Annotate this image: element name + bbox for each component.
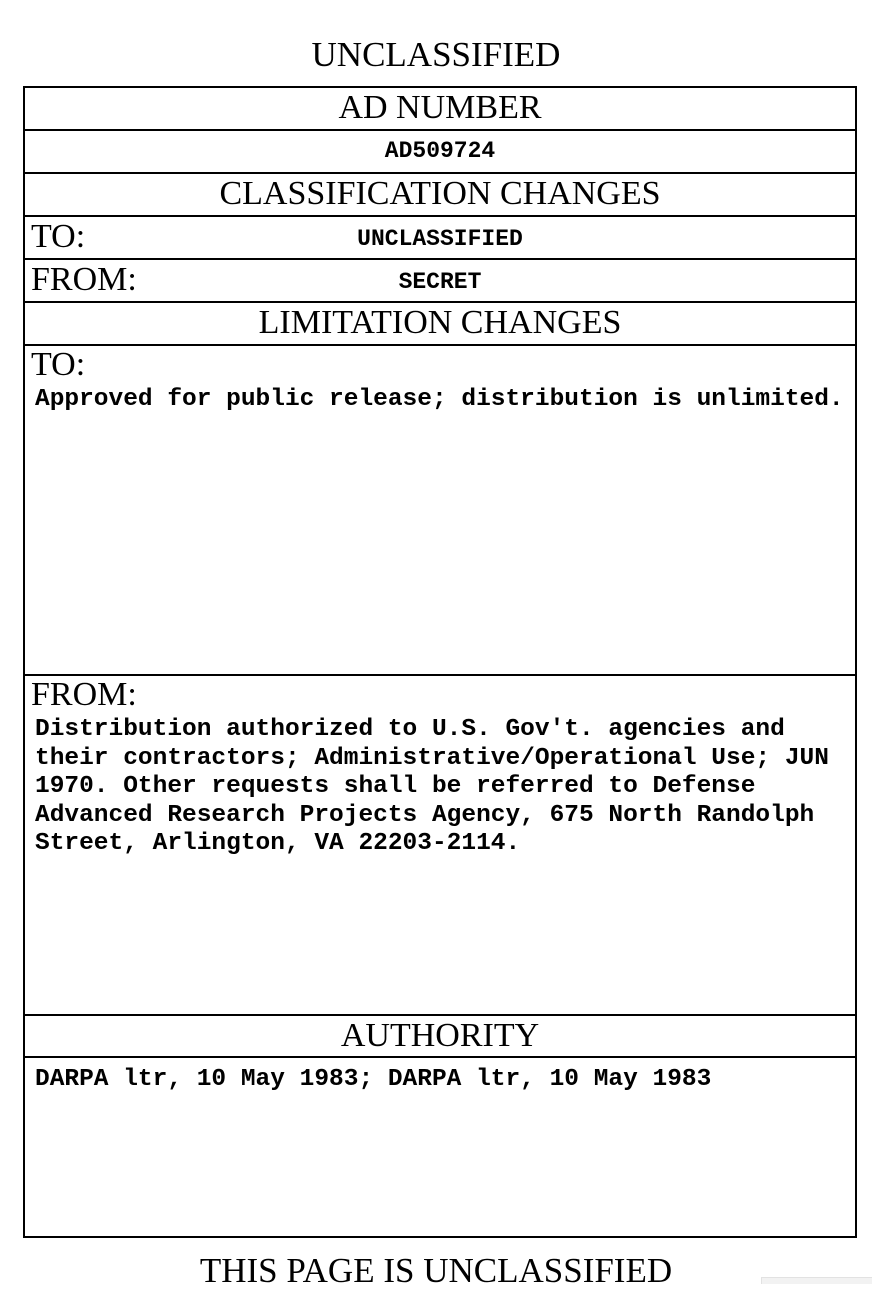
classification-from-row xyxy=(25,260,855,303)
authority-text: DARPA ltr, 10 May 1983; DARPA ltr, 10 May 1983 xyxy=(35,1066,712,1093)
bottom-classification-banner: THIS PAGE IS UNCLASSIFIED xyxy=(199,1251,673,1290)
classification-to-label: TO: xyxy=(31,218,86,255)
ad-number-value: AD509724 xyxy=(25,131,855,174)
limitation-from-block xyxy=(25,676,855,1016)
limitation-to-text: Approved for public release; distribution is unlimited. xyxy=(35,386,844,413)
limitation-from-label: FROM: xyxy=(31,676,137,713)
limitation-to-block xyxy=(25,346,855,676)
classification-to-value: UNCLASSIFIED xyxy=(357,226,523,252)
top-classification-banner: UNCLASSIFIED xyxy=(311,35,561,74)
classification-from-label: FROM: xyxy=(31,261,137,298)
classification-form xyxy=(23,86,857,1238)
page-corner-tab xyxy=(761,1277,872,1284)
limitation-changes-heading: LIMITATION CHANGES xyxy=(25,303,855,346)
limitation-to-label: TO: xyxy=(31,346,86,383)
ad-number-heading: AD NUMBER xyxy=(25,88,855,131)
classification-from-value: SECRET xyxy=(398,269,482,295)
classification-to-row xyxy=(25,217,855,260)
limitation-from-text: Distribution authorized to U.S. Gov't. agencies and their contractors; Administrative/Operational Use; JUN 1970. Other requests shall be referred to Defense Advanced Research Projects Agency, 675 North Randolph Street, Arlington, VA 22203-2114. xyxy=(35,716,844,858)
authority-heading: AUTHORITY xyxy=(25,1016,855,1058)
authority-block xyxy=(25,1058,855,1236)
classification-changes-heading: CLASSIFICATION CHANGES xyxy=(25,174,855,217)
